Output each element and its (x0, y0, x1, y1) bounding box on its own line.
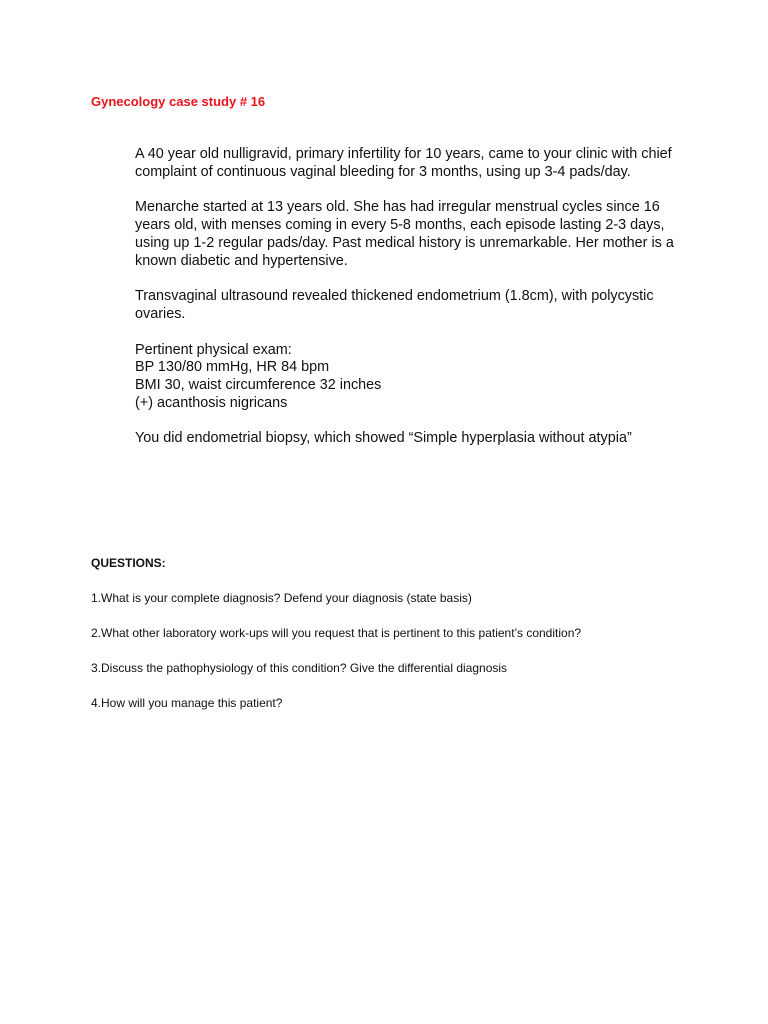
case-paragraph-history: Menarche started at 13 years old. She has had irregular menstrual cycles since 16 years old, with menses coming in every 5-8 months, each episode lasting 2-3 days, using up 1-2 regular pads/day. Past medical history is unremarkable. Her mother is a known diabetic and hypertensive. (135, 199, 674, 269)
physical-exam-skin: (+) acanthosis nigricans (135, 394, 288, 411)
case-paragraph-biopsy: You did endometrial biopsy, which showed “Simple hyperplasia without atypia” (135, 430, 632, 447)
questions-heading: QUESTIONS: (91, 556, 166, 570)
question-item: 2.What other laboratory work-ups will you request that is pertinent to this patient’s condition? (91, 626, 582, 640)
physical-exam-heading: Pertinent physical exam: (135, 341, 292, 358)
physical-exam-bmi: BMI 30, waist circumference 32 inches (135, 377, 382, 394)
case-description (135, 146, 695, 466)
case-paragraph-ultrasound: Transvaginal ultrasound revealed thickened endometrium (1.8cm), with polycystic ovaries. (135, 288, 654, 322)
question-item: 1.What is your complete diagnosis? Defend your diagnosis (state basis) (91, 591, 472, 605)
question-item: 4.How will you manage this patient? (91, 696, 283, 710)
physical-exam-block (135, 342, 695, 413)
physical-exam-vitals: BP 130/80 mmHg, HR 84 bpm (135, 359, 330, 376)
question-item: 3.Discuss the pathophysiology of this condition? Give the differential diagnosis (91, 661, 508, 675)
case-title: Gynecology case study # 16 (91, 94, 266, 109)
case-paragraph-presentation: A 40 year old nulligravid, primary infertility for 10 years, came to your clinic with chief complaint of continuous vaginal bleeding for 3 months, using up 3-4 pads/day. (135, 146, 672, 180)
